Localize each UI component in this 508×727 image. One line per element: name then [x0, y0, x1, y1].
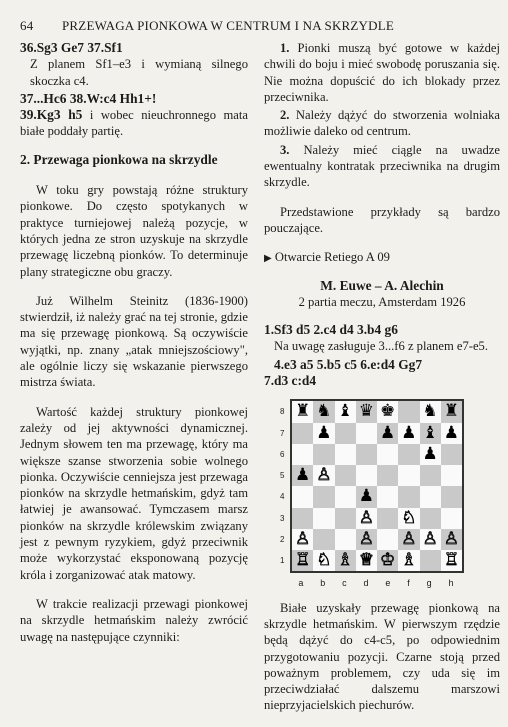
chess-piece: ♙: [401, 528, 417, 549]
paragraph-6: Białe uzyskały przewagę pionkową na skrzydle hetmańskim. W pierwszym rzędzie będą dążyć do c4-c5, po odpowiednim przygotowaniu pozycji. Czarne stoją przed poważnym problemem, czy uda się im przeciwdziałać dalszemu marszowi nieprzyjacielskich piechurów.: [264, 600, 500, 713]
board-square: [420, 444, 441, 465]
file-label: f: [407, 578, 410, 589]
chess-piece: ♘: [401, 507, 417, 528]
board-square: [377, 465, 398, 486]
factor-3: [264, 142, 500, 191]
board-square: [398, 401, 419, 422]
board-square: [313, 401, 334, 422]
chess-piece: ♙: [358, 528, 374, 549]
chess-piece: ♙: [443, 528, 459, 549]
file-label: a: [298, 578, 304, 589]
left-column: [20, 40, 248, 658]
chess-piece: ♟: [295, 465, 311, 486]
rank-label: 7: [280, 428, 285, 438]
annotation-1: Z planem Sf1–e3 i wymianą silnego skoczka c4.: [30, 57, 248, 88]
chess-piece: ♟: [316, 422, 332, 443]
chess-piece: ♟: [380, 422, 396, 443]
paragraph-1: W toku gry powstają różne struktury pionkowe. Do często spotykanych w praktyce turniejowej należą pozycje, w których jedna ze stron uzyskuje na skrzydle przewagę liczebną pionków. To determinuje plany strategiczne obu graczy.: [20, 183, 248, 279]
game-moves-1: 1.Sf3 d5 2.c4 d4 3.b4 g6: [264, 322, 398, 338]
move-line-3: [20, 107, 248, 140]
board-square: [356, 465, 377, 486]
chess-piece: ♖: [295, 550, 311, 571]
match-info: 2 partia meczu, Amsterdam 1926: [298, 294, 466, 309]
board-square: [398, 550, 419, 571]
board-square: [420, 508, 441, 529]
board-square: [280, 550, 313, 571]
board-square: [313, 508, 334, 529]
chess-piece: ♙: [295, 528, 311, 549]
board-square: [377, 529, 398, 550]
board-square: [280, 444, 313, 465]
board-square: [335, 529, 356, 550]
board-square: [420, 529, 441, 550]
board-square: [398, 508, 419, 529]
board-square: [377, 444, 398, 465]
file-label: b: [320, 578, 326, 589]
file-label: e: [385, 578, 391, 589]
chess-piece: ♕: [358, 550, 374, 571]
factor-text: Pionki muszą być gotowe w każdej chwili do boju i mieć swobodę poruszania się. Nie można dopuścić do ich blokady przez przeciwnika.: [264, 41, 500, 104]
chess-piece: ♗: [401, 550, 417, 571]
board-square: [335, 444, 356, 465]
paragraph-3: Wartość każdej struktury pionkowej zależy od jej aktywności dynamicznej. Jednym słowem ten ma przewagę, który ma większe szanse stworzenia sobie wolnego pionka. Oczywiście cenniejsza jest przewaga pionków na skrzydle hetmańskim, gdyż tam łatwiej je awansować. Tymczasem marsz pionków na skrzydle królewskim związany jest z pewnym ryzykiem, gdyż przeciwnik może wykorzystać eksponowaną pozycję króla i zorganizować atak matowy.: [20, 404, 248, 582]
board-square: [420, 486, 441, 507]
rank-label: 6: [280, 449, 285, 459]
factor-text: Należy dążyć do stworzenia wolniaka możliwie daleko od centrum.: [264, 108, 500, 139]
board-square: [313, 486, 334, 507]
game-moves-3: 7.d3 c:d4: [264, 373, 317, 389]
board-square: [356, 401, 377, 422]
board-square: [335, 550, 356, 571]
factor-number: 1.: [280, 41, 290, 55]
chess-piece: ♟: [443, 422, 459, 443]
board-square: [335, 486, 356, 507]
move-comment: i wobec nieuchronnego mata białe poddały partię.: [20, 108, 248, 139]
chess-piece: ♗: [337, 550, 353, 571]
board-square: [441, 444, 462, 465]
board-square: [313, 423, 334, 444]
board-square: [356, 423, 377, 444]
paragraph-5: Przedstawione przykłady są bardzo pouczające.: [264, 204, 500, 235]
chess-piece: ♞: [316, 401, 332, 422]
factor-1: [264, 40, 500, 105]
chess-piece: ♝: [337, 401, 353, 422]
chess-piece: ♚: [380, 401, 396, 422]
board-square: [377, 486, 398, 507]
board-square: [313, 529, 334, 550]
board-square: [356, 486, 377, 507]
opening-line: [264, 249, 500, 267]
chess-piece: ♝: [422, 422, 438, 443]
chapter-title: PRZEWAGA PIONKOWA W CENTRUM I NA SKRZYDLE: [62, 18, 395, 33]
paragraph-4: W trakcie realizacji przewagi pionkowej na skrzydle hetmańskim należy zwrócić uwagę na następujące czynniki:: [20, 596, 248, 644]
board-square: [356, 529, 377, 550]
board-square: [398, 444, 419, 465]
factor-number: 2.: [280, 108, 290, 123]
board-square: [280, 465, 313, 486]
file-label: g: [426, 578, 432, 589]
chess-piece: ♘: [316, 550, 332, 571]
opening-name: Otwarcie Retiego A 09: [274, 250, 390, 265]
board-square: [280, 528, 313, 550]
right-column: [264, 40, 500, 727]
chess-piece: ♟: [401, 422, 417, 443]
board-square: [280, 508, 313, 529]
chess-piece: ♜: [443, 401, 459, 422]
rank-label: 3: [280, 513, 285, 523]
chess-piece: ♟: [358, 486, 374, 507]
board-square: [420, 465, 441, 486]
board-square: [420, 401, 441, 422]
chess-piece: ♙: [316, 465, 332, 486]
factor-text: Należy mieć ciągle na uwadze ewentualny kontratak przeciwnika na drugim skrzydle.: [264, 142, 500, 190]
board-square: [420, 550, 441, 571]
board-square: [335, 465, 356, 486]
board-square: [377, 401, 398, 422]
chess-board: [280, 399, 464, 573]
factor-number: 3.: [280, 142, 290, 157]
move-text: 39.Kg3 h5: [20, 107, 83, 123]
board-square: [441, 550, 462, 571]
board-square: [280, 401, 313, 422]
chess-piece: ♟: [422, 443, 438, 464]
board-square: [335, 423, 356, 444]
board-square: [441, 401, 462, 422]
board-square: [420, 423, 441, 444]
triangle-right-icon: ▶: [264, 253, 272, 265]
board-square: [398, 423, 419, 444]
board-square: [313, 550, 334, 571]
file-label: d: [363, 578, 369, 589]
board-square: [313, 444, 334, 465]
chess-piece: ♞: [422, 401, 438, 422]
file-label: h: [448, 578, 454, 589]
section-heading: 2. Przewaga pionkowa na skrzydle: [20, 151, 218, 167]
chess-piece: ♔: [380, 550, 396, 571]
rank-label: 5: [280, 471, 285, 481]
board-square: [398, 465, 419, 486]
game-moves-2: 4.e3 a5 5.b5 c5 6.e:d4 Gg7: [274, 356, 423, 372]
board-square: [335, 508, 356, 529]
board-file-labels: [290, 575, 462, 591]
chess-piece: ♛: [358, 401, 374, 422]
board-square: [280, 486, 313, 507]
paragraph-2: Już Wilhelm Steinitz (1836-1900) stwierdził, iż należy grać na tej stronie, gdzie ma się przewagę pionkową. Są oczywiście wyjątki, np. znany „atak mniejszościowy", ale ogólnie liczy się wskazanie pierwszego mistrza świata.: [20, 293, 248, 390]
file-label: c: [342, 578, 347, 589]
board-square: [280, 423, 313, 444]
rank-label: 4: [280, 492, 285, 502]
chess-piece: ♙: [422, 528, 438, 549]
board-square: [377, 423, 398, 444]
rank-label: 8: [280, 407, 285, 417]
board-square: [441, 423, 462, 444]
board-square: [335, 401, 356, 422]
board-square: [441, 508, 462, 529]
board-square: [441, 486, 462, 507]
board-square: [313, 465, 334, 486]
board-square: [441, 529, 462, 550]
rank-label: 1: [280, 556, 285, 566]
rank-label: 2: [280, 534, 285, 544]
page-header: [20, 18, 498, 34]
board-square: [377, 508, 398, 529]
board-square: [356, 550, 377, 571]
move-line-2: 37...Hc6 38.W:c4 Hh1+!: [20, 90, 157, 106]
board-square: [441, 465, 462, 486]
chess-piece: ♖: [443, 550, 459, 571]
board-square: [356, 444, 377, 465]
players: M. Euwe – A. Alechin: [320, 277, 444, 293]
board-square: [398, 486, 419, 507]
chess-piece: ♜: [295, 401, 311, 422]
move-line-1: 36.Sg3 Ge7 37.Sf1: [20, 40, 123, 55]
chess-piece: ♙: [358, 507, 374, 528]
board-square: [377, 550, 398, 571]
factor-2: [264, 107, 500, 140]
board-square: [398, 529, 419, 550]
page-number: 64: [20, 18, 34, 33]
board-square: [356, 508, 377, 529]
game-annotation: Na uwagę zasługuje 3...f6 z planem e7-e5.: [274, 339, 489, 354]
